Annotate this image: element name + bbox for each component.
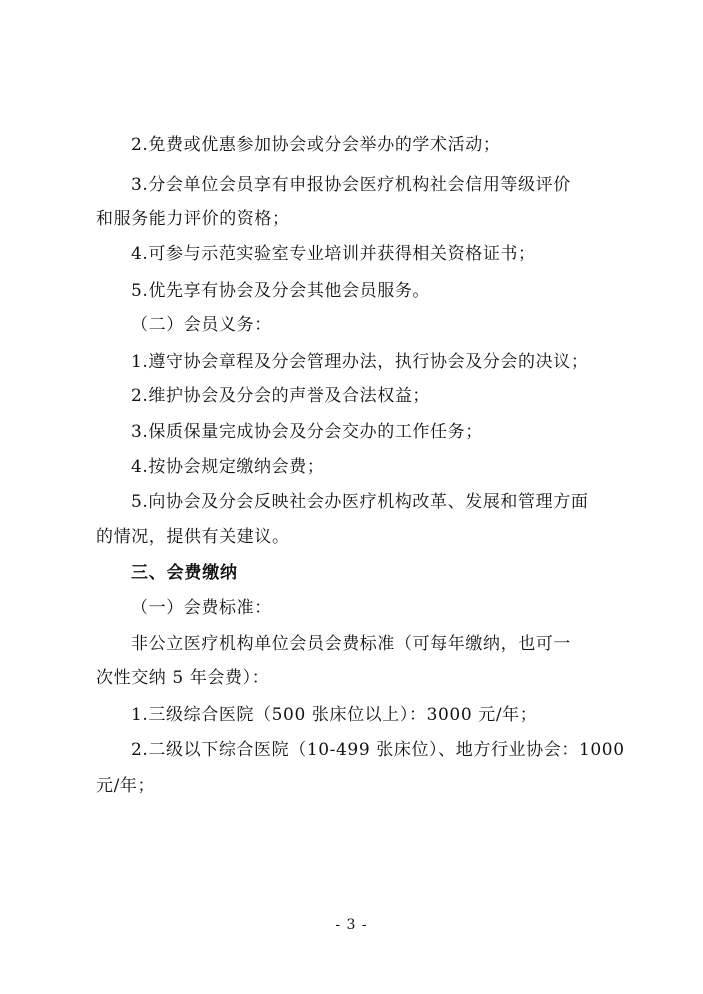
paragraph-line: 4.可参与示范实验室专业培训并获得相关资格证书；	[131, 244, 536, 264]
page-number: - 3 -	[335, 917, 368, 933]
section-subheading: （一）会费标准：	[131, 598, 272, 618]
paragraph-line: 2.二级以下综合医院（10-499 张床位）、地方行业协会：1000	[131, 740, 625, 760]
paragraph-line: 元/年；	[96, 776, 156, 796]
paragraph-line: 5.向协会及分会反映社会办医疗机构改革、发展和管理方面	[131, 492, 589, 512]
paragraph-line: 2.维护协会及分会的声誉及合法权益；	[131, 386, 431, 406]
paragraph-line: 3.保质保量完成协会及分会交办的工作任务；	[131, 422, 483, 442]
paragraph-line: 和服务能力评价的资格；	[96, 209, 290, 229]
paragraph-line: 2.免费或优惠参加协会或分会举办的学术活动；	[131, 135, 501, 155]
paragraph-line: 次性交纳 5 年会费）：	[96, 668, 270, 688]
paragraph-line: 5.优先享有协会及分会其他会员服务。	[131, 281, 431, 301]
paragraph-line: 4.按协会规定缴纳会费；	[131, 457, 325, 477]
paragraph-line: 3.分会单位会员享有申报协会医疗机构社会信用等级评价	[131, 175, 571, 195]
paragraph-line: 非公立医疗机构单位会员会费标准（可每年缴纳，也可一	[131, 634, 571, 654]
paragraph-line: 1.三级综合医院（500 张床位以上）：3000 元/年；	[131, 705, 538, 725]
paragraph-line: 的情况，提供有关建议。	[96, 527, 290, 547]
section-subheading: （二）会员义务：	[131, 315, 272, 335]
section-heading: 三、会费缴纳	[131, 563, 238, 583]
paragraph-line: 1.遵守协会章程及分会管理办法，执行协会及分会的决议；	[131, 352, 589, 372]
